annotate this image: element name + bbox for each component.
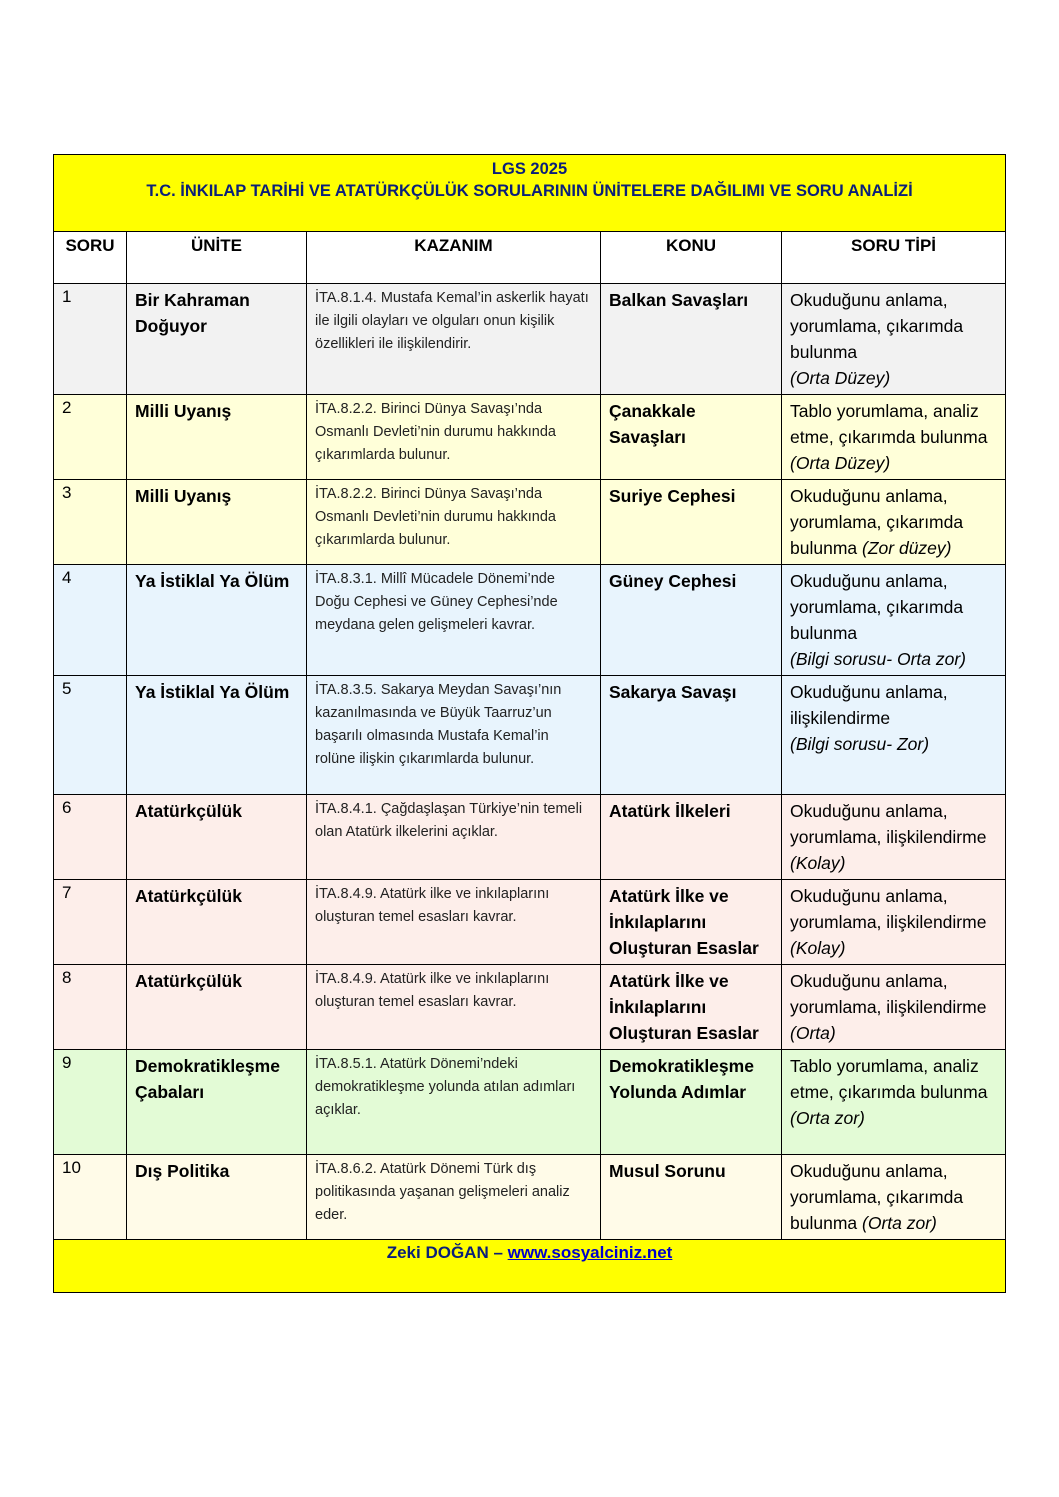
kazanim-cell: İTA.8.4.9. Atatürk ilke ve inkılaplarını oluşturan temel esasları kavrar. — [307, 880, 601, 965]
analysis-table — [53, 154, 1006, 1293]
unite-cell: Demokratikleşme Çabaları — [127, 1050, 307, 1155]
header-konu: KONU — [601, 232, 782, 284]
table-row — [54, 676, 1006, 795]
level-text: (Zor düzey) — [862, 538, 952, 558]
unite-cell: Ya İstiklal Ya Ölüm — [127, 676, 307, 795]
konu-cell: Atatürk İlke ve İnkılaplarını Oluşturan Esaslar — [601, 880, 782, 965]
kazanim-cell: İTA.8.3.5. Sakarya Meydan Savaşı’nın kazanılmasında ve Büyük Taarruz’un başarılı olmasında Mustafa Kemal’in rolüne ilişkin çıkarımlarda bulunur. — [307, 676, 601, 795]
table-title — [54, 155, 1006, 232]
tip-text: Okuduğunu anlama, yorumlama, çıkarımda bulunma — [790, 571, 964, 643]
konu-cell: Demokratikleşme Yolunda Adımlar — [601, 1050, 782, 1155]
tip-text: Okuduğunu anlama, ilişkilendirme — [790, 682, 948, 728]
level-text: (Orta Düzey) — [790, 453, 891, 473]
unite-cell: Dış Politika — [127, 1155, 307, 1240]
soru-cell: 1 — [54, 284, 127, 395]
soru-tipi-cell — [782, 676, 1006, 795]
title-line-1: LGS 2025 — [491, 160, 568, 178]
konu-cell: Balkan Savaşları — [601, 284, 782, 395]
unite-cell: Milli Uyanış — [127, 480, 307, 565]
tip-text: Okuduğunu anlama, yorumlama, ilişkilendirme — [790, 971, 987, 1017]
konu-cell: Musul Sorunu — [601, 1155, 782, 1240]
tip-text: Okuduğunu anlama, yorumlama, çıkarımda bulunma — [790, 486, 964, 558]
kazanim-cell: İTA.8.4.9. Atatürk ilke ve inkılaplarını oluşturan temel esasları kavrar. — [307, 965, 601, 1050]
soru-cell: 10 — [54, 1155, 127, 1240]
level-text: (Orta zor) — [862, 1213, 937, 1233]
unite-cell: Atatürkçülük — [127, 965, 307, 1050]
table-row — [54, 880, 1006, 965]
tip-text: Okuduğunu anlama, yorumlama, çıkarımda bulunma — [790, 1161, 964, 1233]
table-row — [54, 395, 1006, 480]
kazanim-cell: İTA.8.6.2. Atatürk Dönemi Türk dış politikasında yaşanan gelişmeleri analiz eder. — [307, 1155, 601, 1240]
soru-cell: 5 — [54, 676, 127, 795]
konu-cell: Sakarya Savaşı — [601, 676, 782, 795]
soru-tipi-cell — [782, 480, 1006, 565]
table-footer — [54, 1240, 1006, 1293]
soru-tipi-cell — [782, 880, 1006, 965]
soru-tipi-cell — [782, 565, 1006, 676]
konu-cell: Güney Cephesi — [601, 565, 782, 676]
kazanim-cell: İTA.8.2.2. Birinci Dünya Savaşı’nda Osmanlı Devleti’nin durumu hakkında çıkarımlarda bulunur. — [307, 480, 601, 565]
table-row — [54, 480, 1006, 565]
soru-tipi-cell — [782, 795, 1006, 880]
level-text: (Orta) — [790, 1023, 836, 1043]
unite-cell: Ya İstiklal Ya Ölüm — [127, 565, 307, 676]
level-text: (Kolay) — [790, 853, 846, 873]
tip-text: Okuduğunu anlama, yorumlama, ilişkilendirme — [790, 801, 987, 847]
soru-tipi-cell — [782, 395, 1006, 480]
unite-cell: Atatürkçülük — [127, 795, 307, 880]
kazanim-cell: İTA.8.5.1. Atatürk Dönemi’ndeki demokratikleşme yolunda atılan adımları açıklar. — [307, 1050, 601, 1155]
level-text: (Orta zor) — [790, 1108, 865, 1128]
header-row — [54, 232, 1006, 284]
soru-cell: 4 — [54, 565, 127, 676]
table-row — [54, 1050, 1006, 1155]
soru-cell: 2 — [54, 395, 127, 480]
tip-text: Okuduğunu anlama, yorumlama, ilişkilendirme — [790, 886, 987, 932]
soru-tipi-cell — [782, 1050, 1006, 1155]
konu-cell: Suriye Cephesi — [601, 480, 782, 565]
soru-tipi-cell — [782, 1155, 1006, 1240]
soru-tipi-cell — [782, 284, 1006, 395]
header-kazanim: KAZANIM — [307, 232, 601, 284]
soru-cell: 8 — [54, 965, 127, 1050]
unite-cell: Bir Kahraman Doğuyor — [127, 284, 307, 395]
tip-text: Tablo yorumlama, analiz etme, çıkarımda bulunma — [790, 401, 988, 447]
soru-cell: 6 — [54, 795, 127, 880]
table-row — [54, 284, 1006, 395]
table-row — [54, 565, 1006, 676]
website-link[interactable]: www.sosyalciniz.net — [507, 1243, 673, 1262]
kazanim-cell: İTA.8.2.2. Birinci Dünya Savaşı’nda Osmanlı Devleti’nin durumu hakkında çıkarımlarda bulunur. — [307, 395, 601, 480]
soru-tipi-cell — [782, 965, 1006, 1050]
soru-cell: 7 — [54, 880, 127, 965]
level-text: (Bilgi sorusu- Orta zor) — [790, 649, 967, 669]
header-unite: ÜNİTE — [127, 232, 307, 284]
konu-cell: Atatürk İlke ve İnkılaplarını Oluşturan Esaslar — [601, 965, 782, 1050]
table-row — [54, 1155, 1006, 1240]
title-line-2: T.C. İNKILAP TARİHİ VE ATATÜRKÇÜLÜK SORULARININ ÜNİTELERE DAĞILIMI VE SORU ANALİZİ — [146, 182, 913, 200]
tip-text: Tablo yorumlama, analiz etme, çıkarımda bulunma — [790, 1056, 988, 1102]
table-row — [54, 965, 1006, 1050]
tip-text: Okuduğunu anlama, yorumlama, çıkarımda bulunma — [790, 290, 964, 362]
kazanim-cell: İTA.8.1.4. Mustafa Kemal’in askerlik hayatı ile ilgili olayları ve olguları onun kişilik özellikleri ile ilişkilendirir. — [307, 284, 601, 395]
header-soru: SORU — [54, 232, 127, 284]
soru-cell: 3 — [54, 480, 127, 565]
kazanim-cell: İTA.8.3.1. Millî Mücadele Dönemi’nde Doğu Cephesi ve Güney Cephesi’nde meydana gelen gelişmeleri kavrar. — [307, 565, 601, 676]
table-row — [54, 795, 1006, 880]
konu-cell: Çanakkale Savaşları — [601, 395, 782, 480]
unite-cell: Milli Uyanış — [127, 395, 307, 480]
konu-cell: Atatürk İlkeleri — [601, 795, 782, 880]
level-text: (Orta Düzey) — [790, 368, 891, 388]
author-name: Zeki DOĞAN – — [386, 1243, 503, 1262]
level-text: (Bilgi sorusu- Zor) — [790, 734, 930, 754]
unite-cell: Atatürkçülük — [127, 880, 307, 965]
header-soru-tipi: SORU TİPİ — [782, 232, 1006, 284]
level-text: (Kolay) — [790, 938, 846, 958]
soru-cell: 9 — [54, 1050, 127, 1155]
kazanim-cell: İTA.8.4.1. Çağdaşlaşan Türkiye’nin temeli olan Atatürk ilkelerini açıklar. — [307, 795, 601, 880]
